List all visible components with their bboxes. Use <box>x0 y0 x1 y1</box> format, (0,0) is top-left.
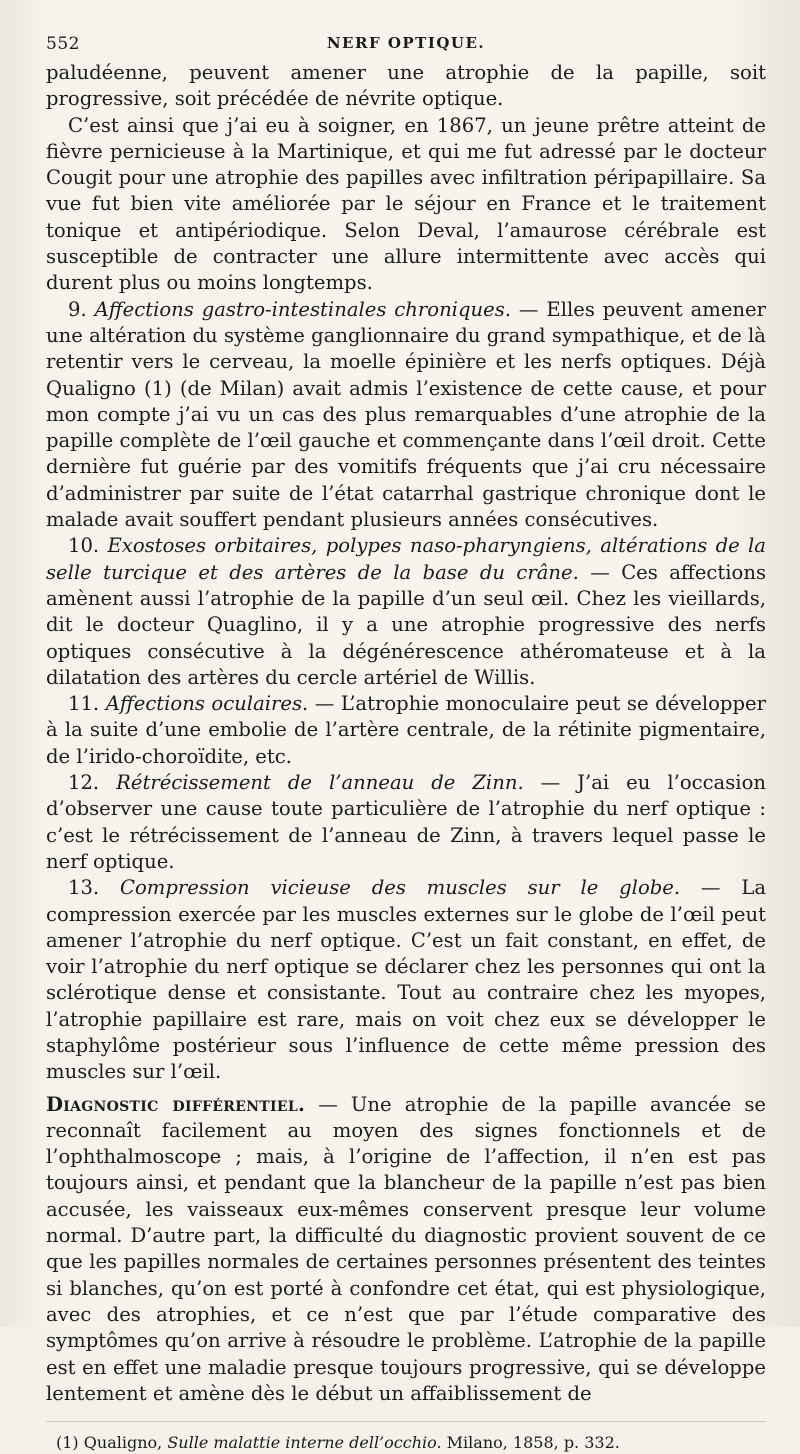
section-title: Compression vicieuse des muscles sur le globe. <box>119 876 681 900</box>
section-9 <box>46 297 766 534</box>
footnote-title: Sulle malattie interne dell’occhio. <box>167 1433 442 1453</box>
section-title: Affections oculaires. <box>105 692 309 716</box>
body-text <box>46 60 766 1407</box>
section-12 <box>46 770 766 875</box>
section-title: Affections gastro-intestinales chroniques. <box>94 297 511 321</box>
section-text: — Elles peuvent amener une altération du système ganglionnaire du grand sympathique, et de là retentir vers le cerveau, la moelle épinière et les nerfs optiques. Déjà Qualigno (1) (de Milan) avait admis l’existence de cette cause, et pour mon compte j’ai vu un cas des plus remarquables d’une atrophie de la papille complète de l’œil gauche et commençante dans l’œil droit. Cette dernière fut guérie par des vomitifs fréquents que j’ai cru nécessaire d’administrer par suite de l’état catarrhal gastrique chronique dont le malade avait souffert pendant plusieurs années consécutives. <box>46 297 767 532</box>
footnote-rest: Milano, 1858, p. 332. <box>446 1433 620 1453</box>
footnote-divider <box>46 1421 766 1422</box>
section-number: 10. <box>68 534 100 558</box>
page-header <box>46 30 766 60</box>
footnote-marker: (1) <box>56 1433 79 1453</box>
footnote-author: Qualigno, <box>83 1433 163 1453</box>
section-number: 11. <box>68 692 100 716</box>
section-11 <box>46 691 766 770</box>
section-title: Exostoses orbitaires, polypes naso-pharyngiens, altérations de la selle turcique et des artères de la base du crâne. <box>46 534 766 584</box>
section-text: — Ces affections amènent aussi l’atrophie de la papille d’un seul œil. Chez les vieillards, dit le docteur Quaglino, il y a une atrophie progressive des nerfs optiques consécutive à la dégénérescence athéromateuse et à la dilatation des artères du cercle artériel de Willis. <box>46 560 766 689</box>
section-number: 13. <box>68 876 100 900</box>
section-number: 12. <box>68 771 100 795</box>
diagnostic-heading: Diagnostic différentiel. <box>46 1092 306 1116</box>
page-number: 552 <box>46 34 80 54</box>
footnote <box>46 1432 766 1454</box>
diagnostic-paragraph <box>46 1092 766 1408</box>
section-text: — L’atrophie monoculaire peut se développer à la suite d’une embolie de l’artère centrale, de la rétinite pigmentaire, de l’irido-choroïdite, etc. <box>46 692 766 768</box>
section-number: 9. <box>68 297 87 321</box>
running-head: NERF OPTIQUE. <box>326 34 486 52</box>
paragraph-continuation: paludéenne, peuvent amener une atrophie de la papille, soit progressive, soit précédée de névrite optique. <box>46 61 766 111</box>
section-text: — La compression exercée par les muscles externes sur le globe de l’œil peut amener l’atrophie du nerf optique. C’est un fait constant, en effet, de voir l’atrophie du nerf optique se déclarer chez les personnes qui ont la sclérotique dense et consistante. Tout au contraire chez les myopes, l’atrophie papillaire est rare, mais on voit chez eux se développer le staphylôme postérieur sous l’influence de cette même pression des muscles sur l’œil. <box>46 876 767 1084</box>
section-13 <box>46 875 766 1085</box>
section-10 <box>46 533 766 691</box>
section-text: — J’ai eu l’occasion d’observer une cause toute particulière de l’atrophie du nerf optique : c’est le rétrécissement de l’anneau de Zinn, à travers lequel passe le nerf optique. <box>46 771 766 873</box>
paragraph-case-report: C’est ainsi que j’ai eu à soigner, en 1867, un jeune prêtre atteint de fièvre pernicieuse à la Martinique, et qui me fut adressé par le docteur Cougit pour une atrophie des papilles avec infiltration péripapillaire. Sa vue fut bien vite améliorée par le séjour en France et le traitement tonique et antipériodique. Selon Deval, l’amaurose cérébrale est susceptible de contracter une allure intermittente avec accès qui durent plus ou moins longtemps. <box>46 113 766 295</box>
section-title: Rétrécissement de l’anneau de Zinn. <box>116 771 524 795</box>
diagnostic-text: — Une atrophie de la papille avancée se reconnaît facilement au moyen des signes fonctionnels et de l’ophthalmoscope ; mais, à l’origine de l’affection, il n’en est pas toujours ainsi, et pendant que la blancheur de la papille n’est pas bien accusée, les vaisseaux eux-mêmes conservent presque leur volume normal. D’autre part, la difficulté du diagnostic provient souvent de ce que les papilles normales de certaines personnes présentent des teintes si blanches, qu’on est porté à confondre cet état, qui est physiologique, avec des atrophies, et ce n’est que par l’étude comparative des symptômes qu’on arrive à résoudre le problème. L’atrophie de la papille est en effet une maladie presque toujours progressive, qui se développe lentement et amène dès le début un affaiblissement de <box>46 1092 766 1405</box>
